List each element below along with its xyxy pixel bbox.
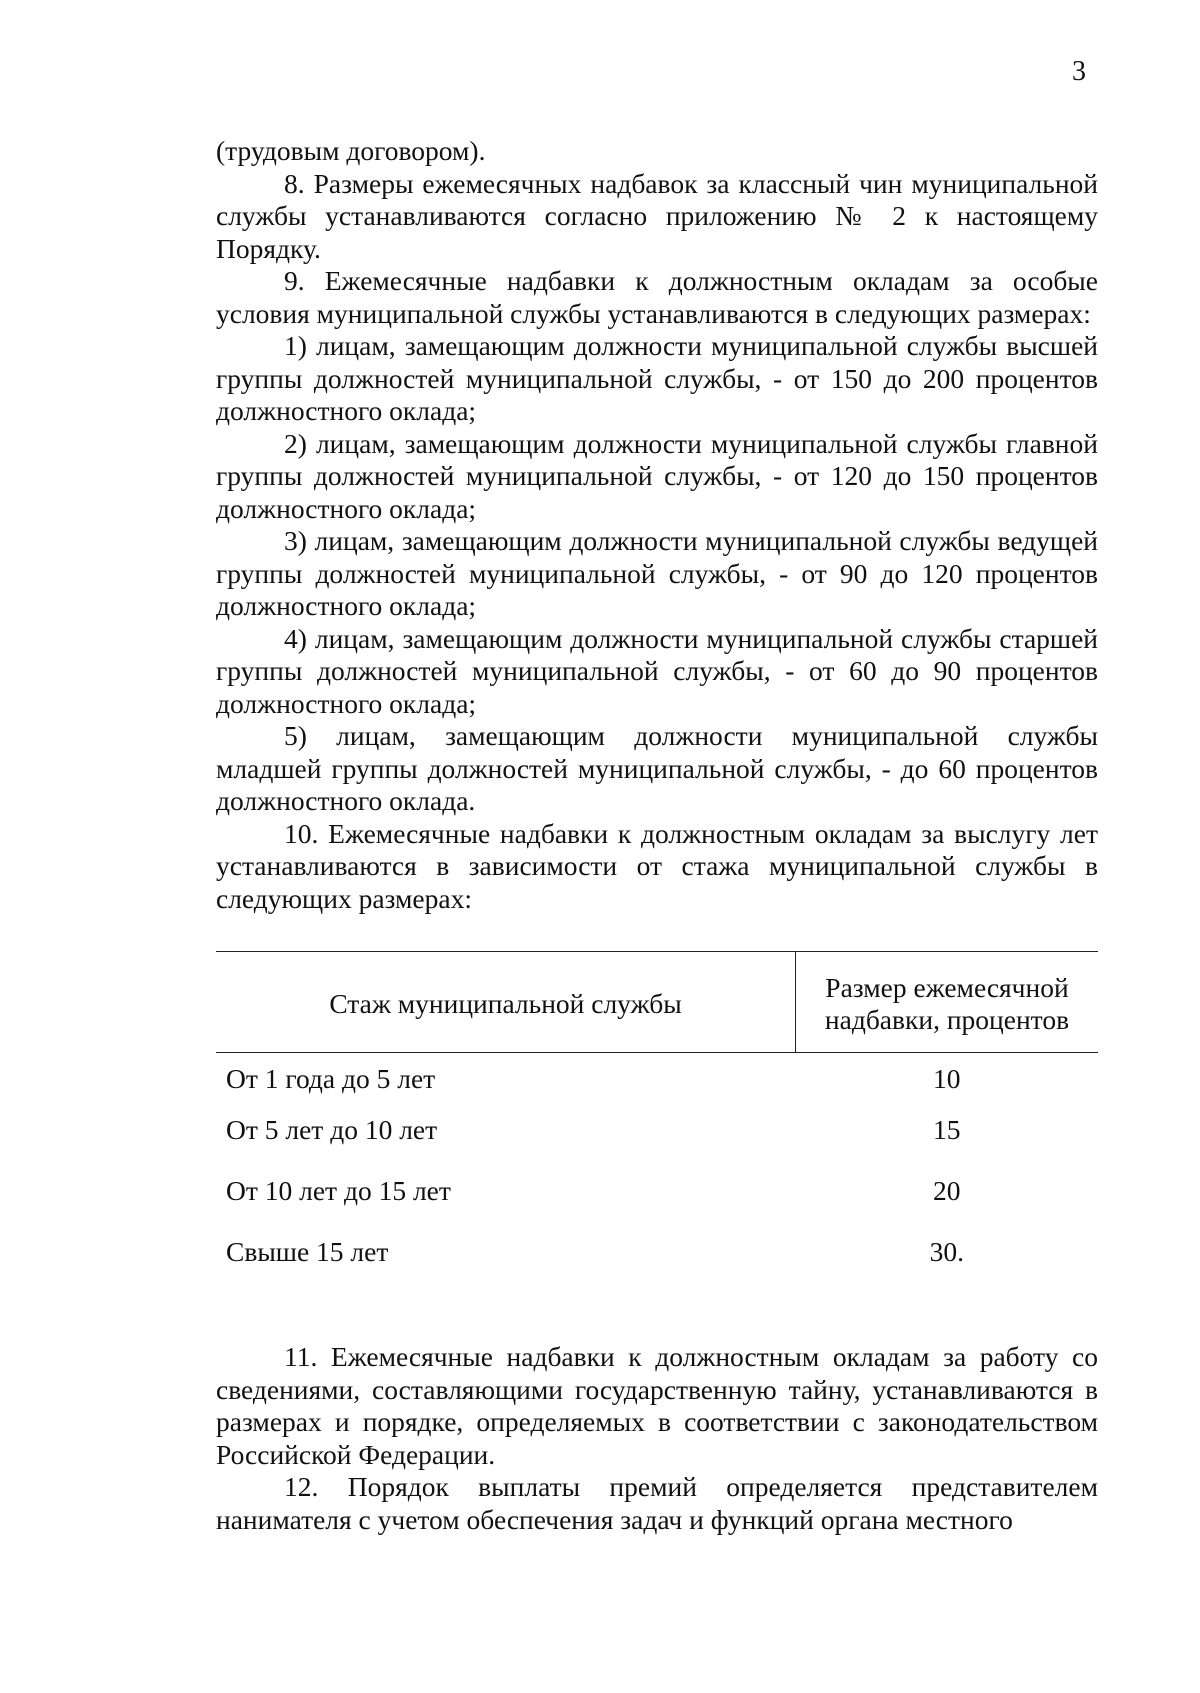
paragraph-8: 8. Размеры ежемесячных надбавок за классный чин муниципальной службы устанавливаются согласно приложению № 2 к настоящему Порядку. [216,167,1098,264]
table-cell-percent: 20 [933,1175,961,1206]
table-row [216,1053,1098,1115]
paragraph-9-item-5: 5) лицам, замещающим должности муниципальной службы младшей группы должностей муниципальной службы, - до 60 процентов должностного оклада. [216,720,1098,816]
table-cell-percent: 30. [929,1236,964,1267]
paragraph-10: 10. Ежемесячные надбавки к должностным окладам за выслугу лет устанавливаются в зависимости от стажа муниципальной службы в следующих размерах: [216,817,1098,914]
paragraph-12: 12. Порядок выплаты премий определяется представителем нанимателя с учетом обеспечения задач и функций органа местного [216,1471,1098,1535]
seniority-allowance-table [216,951,1098,1297]
table-cell-experience: От 1 года до 5 лет [226,1063,436,1094]
paragraph-continuation: (трудовым договором). [216,135,486,166]
table-row [216,1175,1098,1236]
table-cell-percent: 15 [933,1114,961,1145]
paragraph-11: 11. Ежемесячные надбавки к должностным окладам за работу со сведениями, составляющими государственную тайну, устанавливаются в размерах и порядке, определяемых в соответствии с законодательством Российской Федерации. [216,1341,1098,1470]
table-row [216,1236,1098,1297]
document-body [216,135,1098,1536]
table-header-row [216,952,1098,1053]
paragraph-9: 9. Ежемесячные надбавки к должностным окладам за особые условия муниципальной службы устанавливаются в следующих размерах: [216,265,1098,329]
table-header-experience: Стаж муниципальной службы [216,952,796,1053]
table-cell-experience: От 10 лет до 15 лет [226,1175,451,1206]
table-row [216,1114,1098,1175]
table-cell-percent: 10 [933,1063,961,1094]
table-cell-experience: Свыше 15 лет [226,1236,389,1267]
paragraph-9-item-3: 3) лицам, замещающим должности муниципальной службы ведущей группы должностей муниципальной службы, - от 90 до 120 процентов должностного оклада; [216,525,1098,621]
paragraph-9-item-1: 1) лицам, замещающим должности муниципальной службы высшей группы должностей муниципальной службы, - от 150 до 200 процентов должностного оклада; [216,330,1098,426]
paragraph-9-item-2: 2) лицам, замещающим должности муниципальной службы главной группы должностей муниципальной службы, - от 120 до 150 процентов должностного оклада; [216,427,1098,524]
paragraph-9-item-4: 4) лицам, замещающим должности муниципальной службы старшей группы должностей муниципальной службы, - от 60 до 90 процентов должностного оклада; [216,622,1098,719]
page-number: 3 [1072,56,1086,87]
table-header-percent: Размер ежемесячной надбавки, процентов [796,952,1099,1053]
table-cell-experience: От 5 лет до 10 лет [226,1114,438,1145]
